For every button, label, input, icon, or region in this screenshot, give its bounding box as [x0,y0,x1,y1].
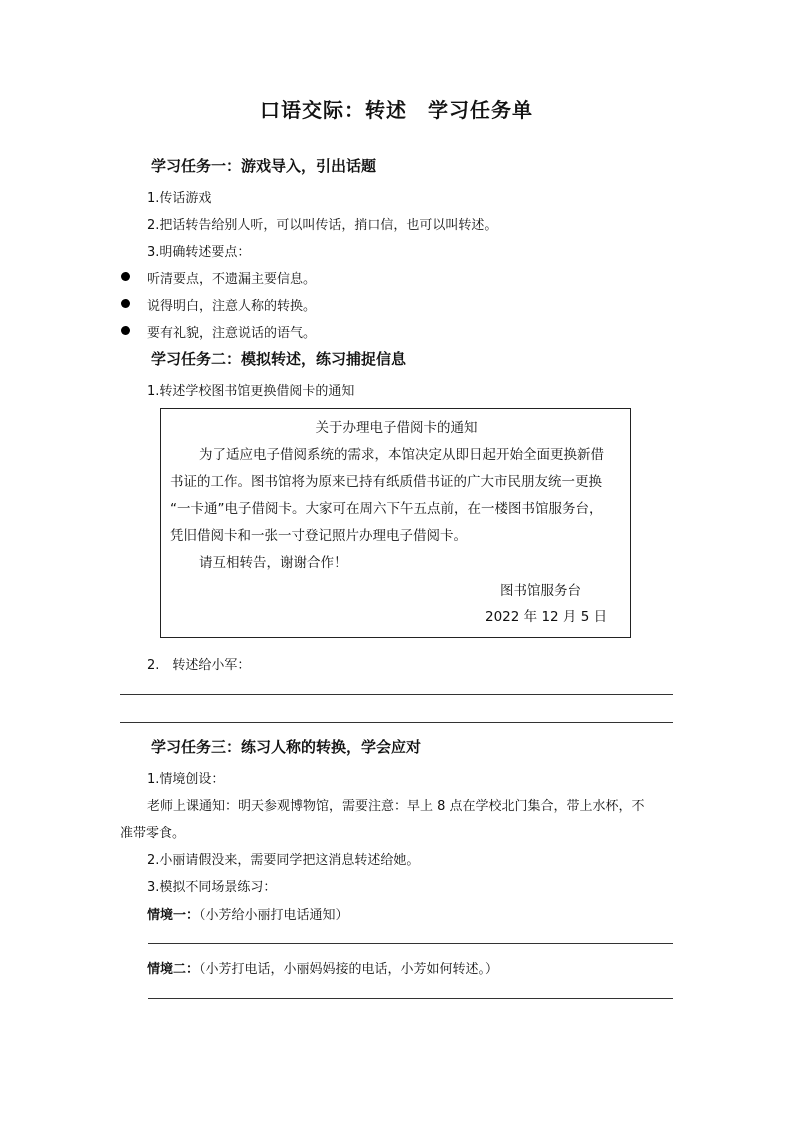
notice-date: 2022 年 12 月 5 日 [485,609,608,625]
task3-item-1: 1.情境创设： [147,772,225,787]
bullet-dot-icon [121,299,130,308]
scenario-2-text: （小芳打电话，小丽妈妈接的电话，小芳如何转述。） [199,962,499,977]
scenario-2-label: 情境二： [147,962,200,977]
notice-line-5: 请互相转告，谢谢合作！ [199,555,348,571]
answer-line [120,694,673,695]
scenario-2 [147,958,498,977]
scenario-1-text: （小芳给小丽打电话通知） [199,908,349,923]
scenario-1-label: 情境一： [147,908,200,923]
task1-item-2: 2.把话转告给别人听，可以叫传话，捎口信，也可以叫转述。 [147,218,498,233]
task2-item-1: 1.转述学校图书馆更换借阅卡的通知 [147,384,355,399]
scenario-1 [147,904,349,923]
task3-notice-line-2: 准带零食。 [120,826,186,841]
task1-item-3: 3.明确转述要点： [147,245,251,260]
notice-title [0,416,793,436]
task3-heading: 学习任务三：练习人称的转换，学会应对 [151,738,422,756]
notice-line-1: 为了适应电子借阅系统的需求，本馆决定从即日起开始全面更换新借 [199,447,604,463]
task1-bullet-2: 说得明白，注意人称的转换。 [147,299,317,314]
task1-bullet-3: 要有礼貌，注意说话的语气。 [147,326,317,341]
notice-signature: 图书馆服务台 [500,583,581,599]
task1-item-1: 1.传话游戏 [147,191,212,206]
task1-heading: 学习任务一：游戏导入，引出话题 [151,157,377,175]
answer-line [148,943,673,944]
bullet-dot-icon [121,272,130,281]
answer-line [148,998,673,999]
notice-line-2: 书证的工作。图书馆将为原来已持有纸质借书证的广大市民朋友统一更换 [170,474,602,490]
notice-line-4: 凭旧借阅卡和一张一寸登记照片办理电子借阅卡。 [170,528,467,544]
bullet-dot-icon [121,326,130,335]
task3-item-2: 2.小丽请假没来，需要同学把这消息转述给她。 [147,853,420,868]
task2-item-2: 2. 转述给小军： [147,658,251,673]
answer-line [120,722,673,723]
task3-item-3: 3.模拟不同场景练习： [147,880,277,895]
task1-bullet-1: 听清要点，不遗漏主要信息。 [147,272,317,287]
notice-title-text: 关于办理电子借阅卡的通知 [315,420,478,436]
task2-heading: 学习任务二：模拟转述，练习捕捉信息 [151,350,407,368]
notice-line-3: “一卡通”电子借阅卡。大家可在周六下午五点前，在一楼图书馆服务台， [170,501,603,517]
page-title: 口语交际：转述 学习任务单 [260,98,533,122]
task3-notice-line-1: 老师上课通知：明天参观博物馆，需要注意：早上 8 点在学校北门集合，带上水杯，不 [147,799,645,814]
